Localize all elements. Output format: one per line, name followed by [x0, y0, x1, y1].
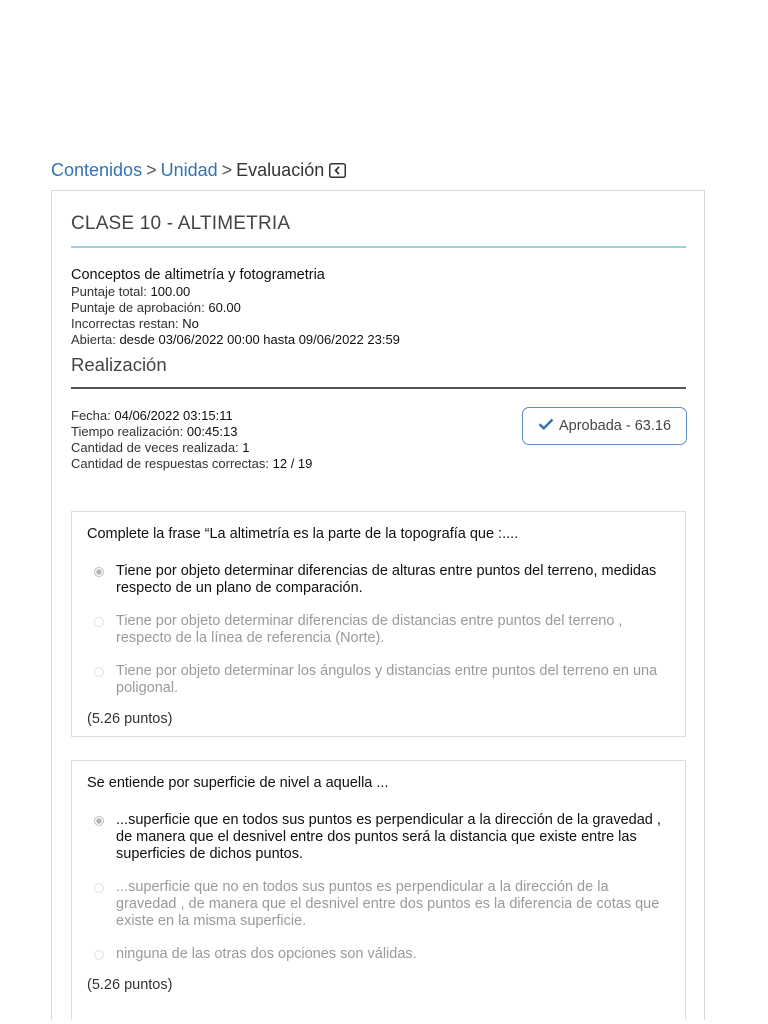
radio-button[interactable] — [94, 950, 104, 960]
collapse-panel-icon[interactable] — [329, 160, 346, 184]
info-passing-score: Puntaje de aprobación: 60.00 — [71, 300, 241, 315]
answer-option[interactable]: Tiene por objeto determinar diferencias de distancias entre puntos del terreno , respecto de la línea de referencia (Norte). — [87, 613, 670, 647]
answer-option[interactable]: ...superficie que no en todos sus puntos es perpendicular a la dirección de la gravedad , de manera que el desnivel entre dos puntos es la diferencia de cotas que existe en la misma superficie. — [87, 879, 670, 930]
question-text: Complete la frase “La altimetría es la parte de la topografía que :.... — [87, 526, 519, 542]
question-card — [71, 760, 686, 1020]
status-label: Aprobada - 63.16 — [558, 418, 672, 434]
question-card — [71, 511, 686, 737]
status-badge — [522, 407, 687, 445]
breadcrumb-separator: > — [146, 160, 157, 180]
exam-name: Conceptos de altimetría y fotogrametria — [71, 267, 325, 283]
radio-button-checked[interactable] — [94, 567, 104, 577]
question-points: (5.26 puntos) — [87, 977, 173, 993]
radio-button[interactable] — [94, 883, 104, 893]
answer-option[interactable]: Tiene por objeto determinar los ángulos y distancias entre puntos del terreno en una poligonal. — [87, 663, 670, 697]
question-text: Se entiende por superficie de nivel a aquella ... — [87, 775, 389, 791]
answer-option-selected[interactable]: ...superficie que en todos sus puntos es perpendicular a la dirección de la gravedad , de manera que el desnivel entre dos puntos será la distancia que existe entre las superficies de dichos puntos. — [87, 812, 670, 863]
info-open-period: Abierta: desde 03/06/2022 00:00 hasta 09/06/2022 23:59 — [71, 332, 400, 347]
attempt-count: Cantidad de veces realizada: 1 — [71, 440, 250, 455]
breadcrumb-link-unidad[interactable]: Unidad — [160, 160, 218, 180]
answer-option-selected[interactable]: Tiene por objeto determinar diferencias de alturas entre puntos del terreno, medidas respecto de un plano de comparación. — [87, 563, 670, 597]
breadcrumb-link-contenidos[interactable]: Contenidos — [51, 160, 143, 180]
attempt-duration: Tiempo realización: 00:45:13 — [71, 424, 238, 439]
check-icon — [538, 418, 554, 434]
exam-info — [71, 267, 686, 348]
radio-button[interactable] — [94, 667, 104, 677]
breadcrumb — [51, 158, 346, 184]
attempt-date: Fecha: 04/06/2022 03:15:11 — [71, 408, 233, 423]
section-divider — [71, 387, 686, 389]
attempt-info — [71, 408, 312, 472]
attempt-correct-answers: Cantidad de respuestas correctas: 12 / 19 — [71, 456, 313, 471]
info-wrong-subtract: Incorrectas restan: No — [71, 316, 199, 331]
page-title: CLASE 10 - ALTIMETRIA — [71, 213, 291, 234]
breadcrumb-separator: > — [221, 160, 233, 180]
info-total-score: Puntaje total: 100.00 — [71, 284, 191, 299]
radio-button[interactable] — [94, 617, 104, 627]
evaluation-panel — [51, 190, 705, 1020]
radio-button-checked[interactable] — [94, 816, 104, 826]
breadcrumb-current: Evaluación — [236, 160, 325, 180]
section-title-realizacion: Realización — [71, 354, 167, 375]
question-points: (5.26 puntos) — [87, 711, 173, 727]
answer-option[interactable]: ninguna de las otras dos opciones son válidas. — [87, 946, 670, 963]
title-divider — [71, 246, 686, 248]
